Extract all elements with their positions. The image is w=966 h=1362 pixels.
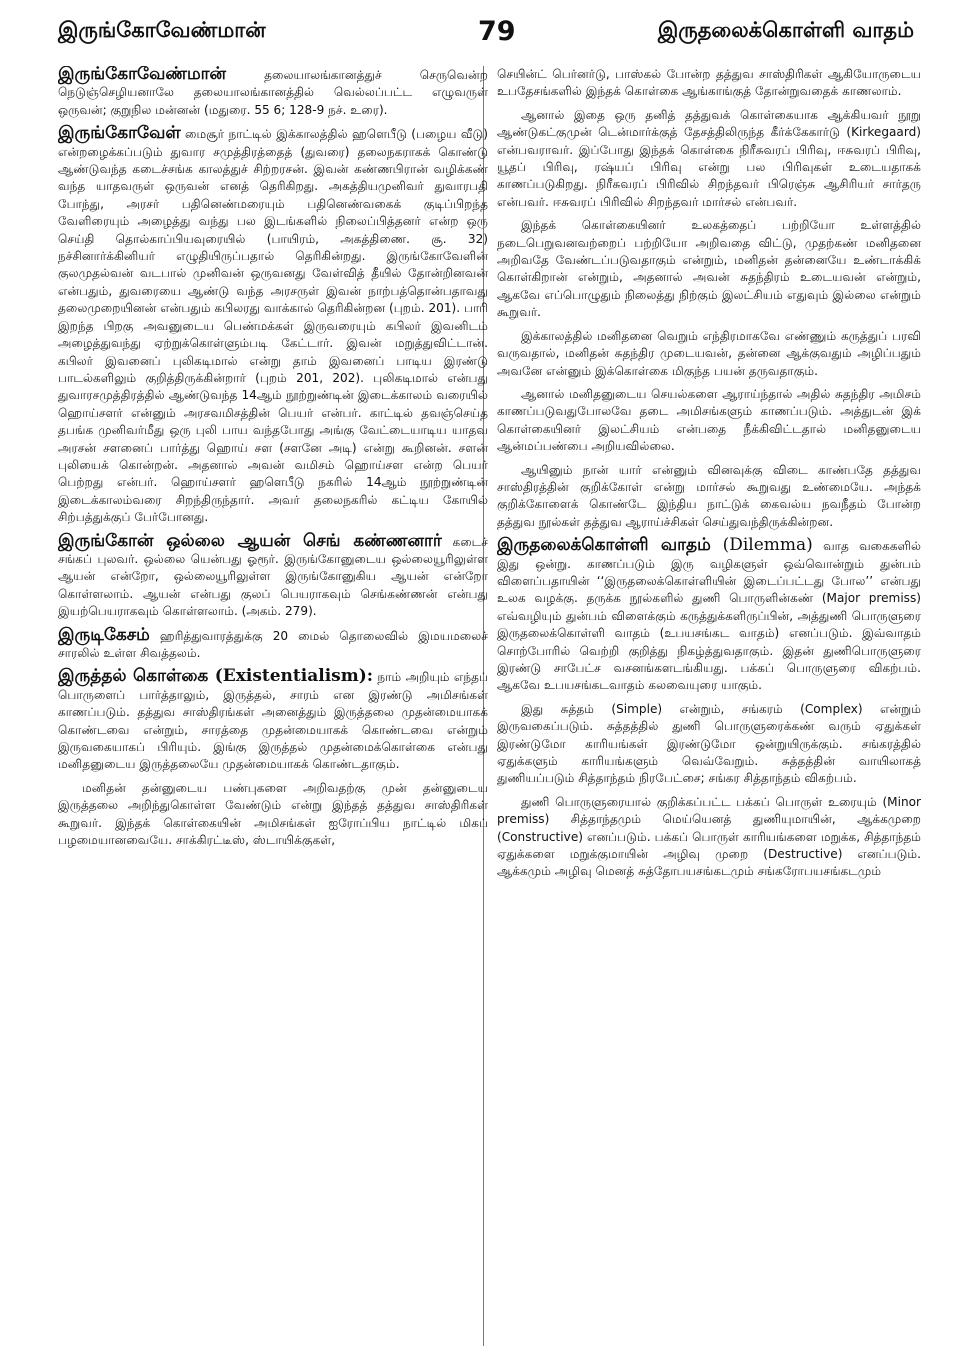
headword: இருதலைக்கொள்ளி வாதம் <box>497 535 711 556</box>
paragraph: இது சுத்தம் (Simple) என்றும், சங்கரம் (Complex) என்றும் இருவகைப்படும். சுத்தத்தில் துணி பொருளுரைக்கண் வரும் ஏதுக்கள் இரண்டுமோ காரியங்கள் இரண்டுமோ ஒன்றுயிருக்கும். சங்கரத்தில் ஏதுக்களும் காரியங்களும் வெவ்வேறும். சுத்தத்தின் வாயிலாகத் துணியப்படும் சித்தாந்தம் நிரபேட்சை; சங்கர சித்தாந்தம் விகற்பம். <box>497 701 921 786</box>
paragraph: ஆயினும் நான் யார் என்னும் வினவுக்கு விடை காண்பதே தத்துவ சாஸ்திரத்தின் குறிக்கோள் என்று மார்சல் கூறுவது உண்மையே. அந்தக் குறிக்கோளைக் கொண்டே இந்திய நாட்டுக் கைவல்ய நவநீதம் போன்ற தத்துவ நூல்கள் தத்துவ ஆராய்ச்சிகள் செய்துவந்திருக்கின்றன. <box>497 462 921 529</box>
paragraph: இந்தக் கொள்கையினர் உலகத்தைப் பற்றியோ உள்ளத்தில் நடைபெறுவனவற்றைப் பற்றியோ அறிவதை விட்டு, முதற்கண் மனிதனை அறிவதே வேண்டப்படுவதாகும் என்றும், மனிதன் தன்னையே உண்டாக்கிக் கொள்கிறான் என்றும், அதனால் அவன் சுதந்திரம் உடையவன் என்றும், ஆகவே எப்பொழுதும் நிலைத்து நிற்கும் இலட்சியம் எதுவும் இல்லை என்றும் கூறுவர். <box>497 218 921 320</box>
entry-text: நாம் அறியும் எந்தப் பொருளைப் பார்த்தாலும், இருத்தல், சாரம் என இரண்டு அமிசங்கள் காணப்படும். தத்துவ சாஸ்திரங்கள் அனைத்தும் இருத்தலை முதன்மையாகக் கொண்டவை என்றும், சாரத்தை முதன்மையாகக் கொண்டவை என்றும் இருவகையாகப் பிரியும். இங்கு இருத்தல் முதன்மைக்கொள்கை என்பது மனிதனுடைய இருத்தலையே முதன்மையாகக் கொண்டதாகும். <box>58 670 488 772</box>
headword-english: (Dilemma) <box>710 535 813 556</box>
entry-irungovenman <box>58 66 488 119</box>
headword: இருங்கோவேள் <box>58 123 181 144</box>
entry-existentialism <box>58 668 488 773</box>
paragraph: மனிதன் தன்னுடைய பண்புகளை அறிவதற்கு முன் தன்னுடைய இருத்தலை அறிந்துகொள்ள வேண்டும் என்று இந்தத் தத்துவ சாஸ்திரிகள் கூறுவர். இந்தக் கொள்கையின் அமிசங்கள் ஐரோப்பிய நாட்டில் மிகப் பழமையானவையே. சாக்கிரட்டீஸ், ஸ்டாயிக்குகள், <box>58 780 488 848</box>
running-head-right: இருதலைக்கொள்ளி வாதம் <box>657 18 914 42</box>
headword: இருங்கோன் ஒல்லை ஆயன் செங் கண்ணனார் <box>58 530 442 551</box>
entry-irungovel <box>58 125 488 526</box>
entry-irungon-ollai <box>58 530 488 621</box>
entry-text: மைசூர் நாட்டில் இக்காலத்தில் ஹளெபீடு (பழைய வீடு) என்றழைக்கப்படும் துவார சமுத்திரத்தைத் (துவரை) தலைநகராகக் கொண்டு ஆண்டுவந்த கடைச்சங்க காலத்துச் சிற்றரசன். இவன் கண்ணபிரான் வழிக்கண் வந்த யாதவருள் ஒருவன் எனத் தெரிகிறது. அகத்தியமுனிவர் துவாரபதி போந்து, அரசர் பதினெண்மரையும் பதினெண்வகைக் குடிப்பிறந்த வேளிரையும் அழைத்து வந்து பல இடங்களில் நிலைப்பித்தனர் என்ற ஒரு செய்தி தொல்காப்பியவுரையில் (பாயிரம், அகத்திணை. சூ. 32) நச்சினார்க்கினியர் எழுதியிருப்பதால் தெரிகின்றது. இருங்கோவேளின் குலமுதல்வன் வடபால் முனிவன் ஒருவனது வேள்வித் தீயில் தோன்றினவன் என்பதும், துவரையை ஆண்டு வந்த அரசருள் இவன் நாற்பத்தொன்பதாவது தலைமுறையினன் என்பதும் கபிலரது வாக்கால் தெரிகின்றன (புறம். 201). பாரி இறந்த பிறகு அவனுடைய பெண்மக்கள் இருவரையும் கபிலர் இவனிடம் அழைத்துவந்து ஏற்றுக்கொள்ளும்படி கேட்டார். இவன் மறுத்துவிட்டான். கபிலர் இவனைப் புலிகடிமால் என்று தாம் இவனைப் பாடிய இரண்டு பாடல்களிலும் குறித்திருக்கின்றார் (புறம் 201, 202). புலிகடிமால் என்பது துவாரசமுத்திரத்தில் ஆண்டுவந்த 14ஆம் நூற்றுண்டின் இடைக்காலம் வரையில் ஹொய்சளர் என்னும் அரசவமிசத்தின் பெயர் என்பர். காட்டில் தவஞ்செய்த தபங்க முனிவர்மீது ஒரு புலி பாய வந்தபோது அங்கு வேட்டையாடிய யாதவ அரசன் சளனைப் பார்த்து ஹொய் சள (சளனே அடி) என்று கூறினன். சளன் புலியைக் கொன்றன். அதனால் அவன் வமிசம் ஹொய்சள என்ற பெயர் பெற்றது என்பர். ஹொய்சளர் ஹளெபீடு நகரில் 14ஆம் நூற்றுண்டின் இடைக்காலம்வரை சிறந்திருந்தார். அவர் தலைநகரில் கட்டிய கோயில் சிற்பத்துக்குப் பேர்போனது. <box>58 127 488 525</box>
entry-text: வாத வகைகளில் இது ஒன்று. காணப்படும் இரு வழிகளுள் ஒவ்வொன்றும் துன்பம் விளைப்பதாயின் ‘‘இருதலைக்கொள்ளியின் இடைப்பட்டது போல’’ என்பது உலக வழக்கு. தருக்க நூல்களில் துணி பொருளின்கண் (Major premiss) எவ்வழியும் துன்பம் விளைக்கும் கருத்துக்களிருப்பின், அத்துணி பொருளுரை இருதலைக்கொள்ளி வாதம் (உபயசங்கட வாதம்) எனப்படும். இவ்வாதம் சொற்போரில் வெற்றி குறித்து நிகழ்த்துவதாகும். இதன் துணிபொருளுரை இரண்டு சாபேட்ச வசனங்களடங்கியது. பக்கப் பொருளுரை விகற்பம். ஆகவே உபயசங்கடவாதம் கலவையுரை யாகும். <box>497 539 921 693</box>
headword: இருடிகேசம் <box>58 624 150 645</box>
headword: இருங்கோவேண்மான் <box>58 66 227 84</box>
paragraph: துணி பொருளுரையால் குறிக்கப்பட்ட பக்கப் பொருள் உரையும் (Minor premiss) சித்தாந்தமும் மெய்யெனத் துணியுமாயின், ஆக்கமுறை (Constructive) எனப்படும். பக்கப் பொருள் காரியங்களை மறுக்க, சித்தாந்தம் ஏதுக்களை மறுக்குமாயின் அழிவு முறை (Destructive) எனப்படும். ஆக்கமும் அழிவு மெனத் சுத்தோபயசங்கடமும் சங்கரோபயசங்கடமும் <box>497 794 921 879</box>
entry-dilemma <box>497 537 921 695</box>
entry-text: கடைச் சங்கப் புலவர். ஒல்லை யென்பது ஓரூர். இருங்கோனுடைய ஒல்லையூரிலுள்ள ஆயன் என்றோ, ஒல்லையூரிலுள்ள இருங்கோனுகிய ஆயன் என்றோ கொள்ளலாம். ஆயன் என்பது குலப் பெயராகவும் செங்கண்ணன் என்பது இயற்பெயராகவும் கொள்ளலாம். (அகம். 279). <box>58 534 488 619</box>
entry-irudikesam <box>58 624 488 663</box>
entry-text: தலையாலங்கானத்துச் செருவென்ற நெடுஞ்செழியனாலே தலையாலங்கானத்தில் வெல்லப்பட்ட எழுவருள் ஒருவன்; குறுநில மன்னன் (மதுரை. 55 6; 128-9 நச். உரை). <box>58 68 488 117</box>
paragraph: ஆனால் இதை ஒரு தனித் தத்துவக் கொள்கையாக ஆக்கியவர் நூறு ஆண்டுகட்குமுன் டென்மார்க்குத் தேசத்திலிருந்த கீர்க்கேகார்டு (Kirkegaard) என்பவராவர். இப்போது இந்தக் கொள்கை நிரீசுவரப் பிரிவு, ஈசுவரப் பிரிவு, யூதப் பிரிவு, ரஷ்யப் பிரிவு என்று பல பிரிவுகள் உடையதாகக் காணப்படுகிறது. நிரீசுவரப் பிரிவில் சிறந்தவர் பிரெஞ்சு ஆசிரியர் சார்தரு என்பவர். ஈசுவரப் பிரிவில் சிறந்தவர் மார்சல் என்பவர். <box>497 107 921 209</box>
entry-text: ஹரித்துவாரத்துக்கு 20 மைல் தொலைவில் இமயமலைச் சாரலில் உள்ள சிவத்தலம். <box>58 628 488 660</box>
paragraph: இக்காலத்தில் மனிதனை வெறும் எந்திரமாகவே எண்ணும் கருத்துப் பரவி வருவதால், மனிதன் சுதந்திர முடையவன், தன்னை ஆக்குவதும் அழிப்பதும் அவனே என்னும் இக்கொள்கை மிகுந்த பயன் தருவதாகும். <box>497 328 921 378</box>
headword: இருத்தல் கொள்கை <box>58 666 209 687</box>
page-header <box>0 18 966 58</box>
paragraph: ஆனால் மனிதனுடைய செயல்களை ஆராய்ந்தால் அதில் சுதந்திர அமிசம் காணப்படுவதுபோலவே தடை அமிசங்களும் காணப்படும். அத்துடன் இக் கொள்கையினர் இலட்சியம் என்பதை நீக்கிவிட்டதால் மனிதனுடைய ஆன்மப்பண்பை அறியவில்லை. <box>497 386 921 454</box>
right-column <box>497 66 921 1346</box>
page-number: 79 <box>478 16 516 47</box>
paragraph: செயின்ட் பெர்னர்டு, பாஸ்கல் போன்ற தத்துவ சாஸ்திரிகள் ஆகியோருடைய உபதேசங்களில் இந்தக் கொள்கை ஆங்காங்குத் தோன்றுவதைக் காணலாம். <box>497 67 921 99</box>
running-head-left: இருங்கோவேண்மான் <box>58 18 266 42</box>
left-column <box>58 66 488 1346</box>
headword-english: (Existentialism): <box>208 666 374 687</box>
